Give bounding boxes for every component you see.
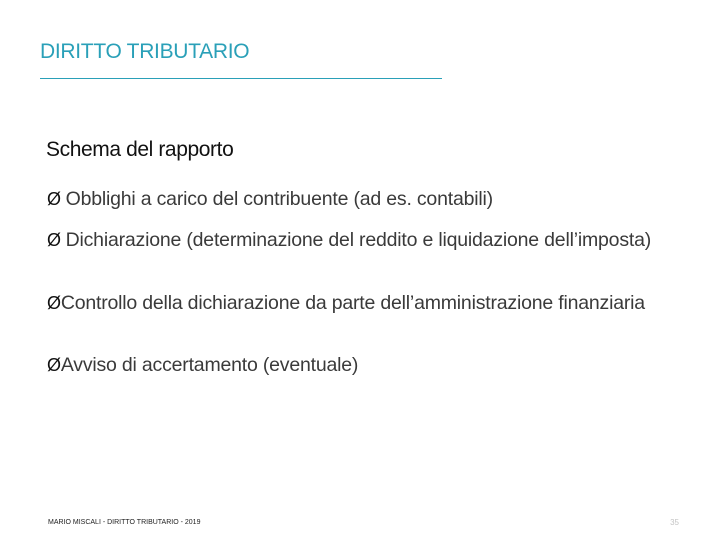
- section-heading: Schema del rapporto: [46, 138, 234, 161]
- bullet-text: Controllo della dichiarazione da parte dell’amministrazione finanziaria: [60, 292, 645, 314]
- arrow-bullet-icon: Ø: [47, 230, 66, 250]
- title-divider: [40, 78, 442, 79]
- bullet-item: [47, 290, 687, 316]
- footer-text: MARIO MISCALI - DIRITTO TRIBUTARIO - 2019: [48, 519, 201, 526]
- bullet-item: [47, 186, 687, 212]
- arrow-bullet-icon: Ø: [47, 189, 66, 209]
- bullet-text: Dichiarazione (determinazione del reddito e liquidazione dell’imposta): [65, 229, 652, 251]
- bullet-text: Obblighi a carico del contribuente (ad es. contabili): [65, 188, 493, 210]
- arrow-bullet-icon: Ø: [47, 355, 61, 375]
- bullet-text: Avviso di accertamento (eventuale): [60, 354, 359, 376]
- arrow-bullet-icon: Ø: [47, 293, 61, 313]
- page-number: 35: [670, 518, 679, 527]
- slide-title: DIRITTO TRIBUTARIO: [40, 40, 250, 63]
- bullet-item: [47, 227, 687, 253]
- bullet-item: [47, 352, 687, 378]
